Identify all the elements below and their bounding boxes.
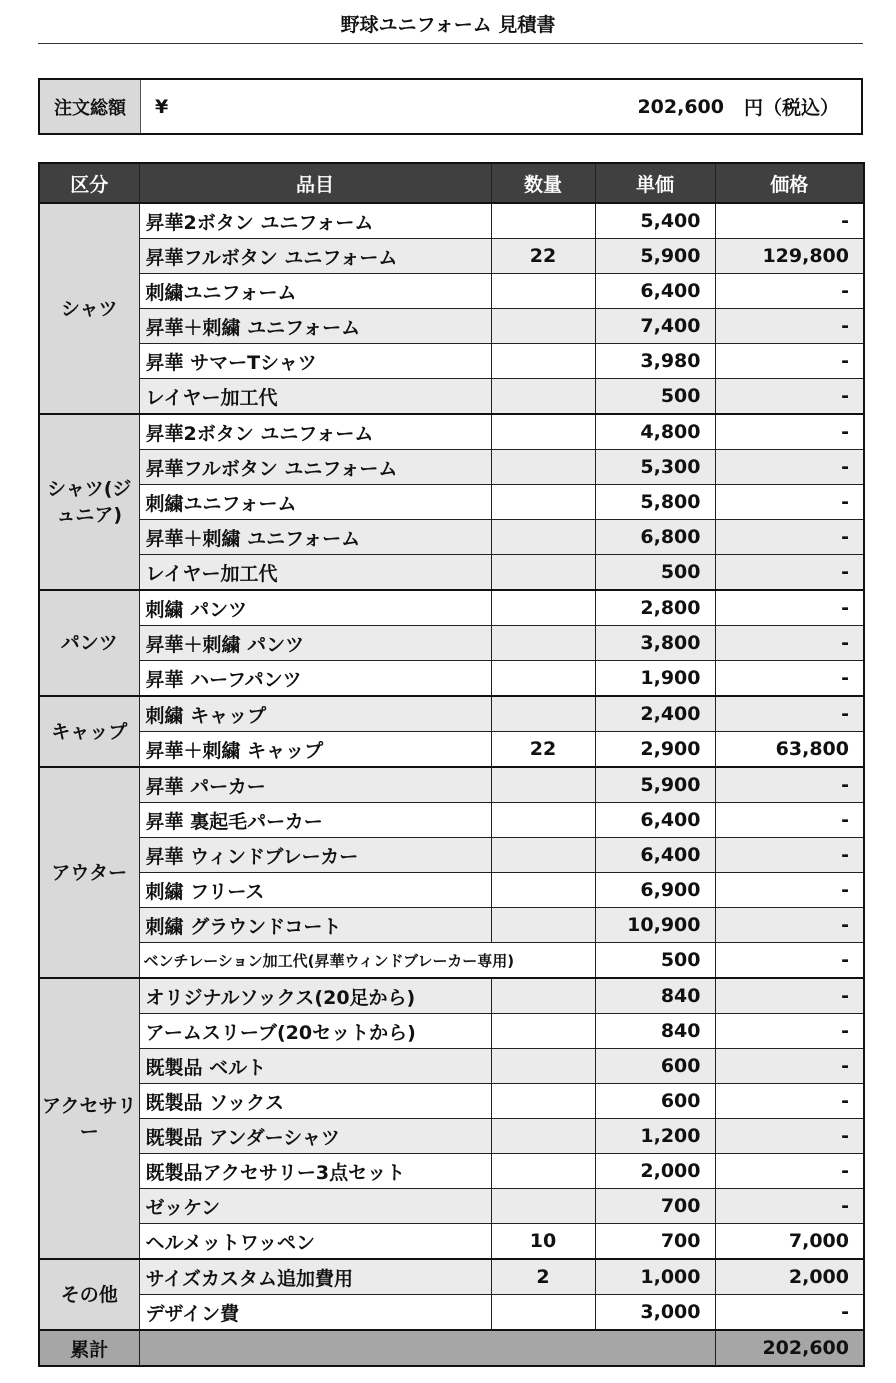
unit-price: 5,900 bbox=[595, 767, 715, 803]
header-category: 区分 bbox=[39, 163, 139, 203]
document-title: 野球ユニフォーム 見積書 bbox=[340, 14, 556, 36]
line-price: - bbox=[715, 309, 864, 344]
table-row bbox=[39, 274, 864, 309]
category-cell: アクセサリー bbox=[39, 978, 139, 1259]
line-price: - bbox=[715, 485, 864, 520]
line-price: - bbox=[715, 943, 864, 979]
unit-price: 2,900 bbox=[595, 732, 715, 768]
order-total-box bbox=[38, 78, 863, 135]
quantity bbox=[491, 1295, 595, 1331]
unit-price: 500 bbox=[595, 943, 715, 979]
line-price: - bbox=[715, 803, 864, 838]
quantity bbox=[491, 414, 595, 450]
item-name: 既製品 ベルト bbox=[139, 1049, 491, 1084]
line-price: - bbox=[715, 1049, 864, 1084]
table-row bbox=[39, 732, 864, 768]
line-price: - bbox=[715, 1154, 864, 1189]
table-row bbox=[39, 590, 864, 626]
item-name: 昇華 裏起毛パーカー bbox=[139, 803, 491, 838]
unit-price: 4,800 bbox=[595, 414, 715, 450]
item-name: 昇華 ハーフパンツ bbox=[139, 661, 491, 697]
item-name: 昇華フルボタン ユニフォーム bbox=[139, 450, 491, 485]
quantity: 2 bbox=[491, 1259, 595, 1295]
total-label: 累計 bbox=[39, 1330, 139, 1366]
line-price: - bbox=[715, 696, 864, 732]
table-row bbox=[39, 626, 864, 661]
line-price: - bbox=[715, 1119, 864, 1154]
quantity bbox=[491, 661, 595, 697]
line-price: 7,000 bbox=[715, 1224, 864, 1260]
unit-price: 700 bbox=[595, 1189, 715, 1224]
table-row bbox=[39, 379, 864, 415]
table-row bbox=[39, 344, 864, 379]
line-price: - bbox=[715, 344, 864, 379]
table-row bbox=[39, 1189, 864, 1224]
quantity bbox=[491, 873, 595, 908]
quantity bbox=[491, 803, 595, 838]
unit-price: 2,000 bbox=[595, 1154, 715, 1189]
unit-price: 7,400 bbox=[595, 309, 715, 344]
item-name: 既製品 アンダーシャツ bbox=[139, 1119, 491, 1154]
quantity bbox=[491, 309, 595, 344]
unit-price: 1,200 bbox=[595, 1119, 715, 1154]
quantity bbox=[491, 379, 595, 415]
unit-price: 1,000 bbox=[595, 1259, 715, 1295]
line-price: - bbox=[715, 908, 864, 943]
category-cell: アウター bbox=[39, 767, 139, 978]
quantity bbox=[491, 1084, 595, 1119]
line-price: 2,000 bbox=[715, 1259, 864, 1295]
total-value: 202,600 bbox=[715, 1330, 864, 1366]
item-name: 昇華 ウィンドブレーカー bbox=[139, 838, 491, 873]
quantity bbox=[491, 344, 595, 379]
item-name: 刺繍 フリース bbox=[139, 873, 491, 908]
unit-price: 6,400 bbox=[595, 274, 715, 309]
line-price: - bbox=[715, 555, 864, 591]
total-spacer bbox=[139, 1330, 715, 1366]
item-name: レイヤー加工代 bbox=[139, 379, 491, 415]
quantity bbox=[491, 908, 595, 943]
quantity bbox=[491, 696, 595, 732]
unit-price: 3,800 bbox=[595, 626, 715, 661]
line-price: - bbox=[715, 661, 864, 697]
table-row bbox=[39, 838, 864, 873]
category-cell: パンツ bbox=[39, 590, 139, 696]
unit-price: 5,300 bbox=[595, 450, 715, 485]
quantity bbox=[491, 590, 595, 626]
quantity bbox=[491, 274, 595, 309]
unit-price: 5,800 bbox=[595, 485, 715, 520]
unit-price: 2,800 bbox=[595, 590, 715, 626]
unit-price: 3,980 bbox=[595, 344, 715, 379]
line-price: 63,800 bbox=[715, 732, 864, 768]
unit-price: 5,400 bbox=[595, 203, 715, 239]
quantity bbox=[491, 203, 595, 239]
line-price: - bbox=[715, 1014, 864, 1049]
item-name: ベンチレーション加工代(昇華ウィンドブレーカー専用) bbox=[139, 943, 595, 979]
line-price: - bbox=[715, 520, 864, 555]
table-row bbox=[39, 696, 864, 732]
item-name: デザイン費 bbox=[139, 1295, 491, 1331]
item-name: 昇華＋刺繍 キャップ bbox=[139, 732, 491, 768]
unit-price: 3,000 bbox=[595, 1295, 715, 1331]
item-name: 昇華＋刺繍 ユニフォーム bbox=[139, 309, 491, 344]
estimate-table bbox=[38, 162, 865, 1367]
table-row bbox=[39, 1259, 864, 1295]
header-item: 品目 bbox=[139, 163, 491, 203]
unit-price: 840 bbox=[595, 1014, 715, 1049]
item-name: 刺繍ユニフォーム bbox=[139, 274, 491, 309]
item-name: 既製品 ソックス bbox=[139, 1084, 491, 1119]
line-price: - bbox=[715, 873, 864, 908]
item-name: アームスリーブ(20セットから) bbox=[139, 1014, 491, 1049]
item-name: ゼッケン bbox=[139, 1189, 491, 1224]
unit-price: 840 bbox=[595, 978, 715, 1014]
item-name: 刺繍 パンツ bbox=[139, 590, 491, 626]
item-name: 昇華＋刺繍 ユニフォーム bbox=[139, 520, 491, 555]
order-total-label: 注文総額 bbox=[40, 80, 141, 133]
table-row bbox=[39, 1224, 864, 1260]
order-total-unit: 円（税込） bbox=[743, 97, 839, 119]
line-price: - bbox=[715, 379, 864, 415]
quantity bbox=[491, 767, 595, 803]
line-price: - bbox=[715, 1295, 864, 1331]
category-cell: その他 bbox=[39, 1259, 139, 1330]
title-divider bbox=[38, 43, 863, 44]
table-row bbox=[39, 203, 864, 239]
header-quantity: 数量 bbox=[491, 163, 595, 203]
unit-price: 500 bbox=[595, 555, 715, 591]
line-price: - bbox=[715, 414, 864, 450]
category-cell: シャツ bbox=[39, 203, 139, 414]
header-price: 価格 bbox=[715, 163, 864, 203]
quantity bbox=[491, 626, 595, 661]
quantity bbox=[491, 520, 595, 555]
line-price: - bbox=[715, 1189, 864, 1224]
unit-price: 600 bbox=[595, 1049, 715, 1084]
quantity bbox=[491, 1049, 595, 1084]
unit-price: 6,900 bbox=[595, 873, 715, 908]
table-row bbox=[39, 1295, 864, 1331]
item-name: 昇華2ボタン ユニフォーム bbox=[139, 414, 491, 450]
item-name: 昇華 サマーTシャツ bbox=[139, 344, 491, 379]
quantity bbox=[491, 1154, 595, 1189]
item-name: 刺繍 キャップ bbox=[139, 696, 491, 732]
unit-price: 2,400 bbox=[595, 696, 715, 732]
total-row bbox=[39, 1330, 864, 1366]
table-row bbox=[39, 1154, 864, 1189]
category-cell: キャップ bbox=[39, 696, 139, 767]
table-row bbox=[39, 873, 864, 908]
line-price: - bbox=[715, 590, 864, 626]
header-unit-price: 単価 bbox=[595, 163, 715, 203]
quantity: 22 bbox=[491, 732, 595, 768]
item-name: サイズカスタム追加費用 bbox=[139, 1259, 491, 1295]
line-price: - bbox=[715, 1084, 864, 1119]
line-price: - bbox=[715, 626, 864, 661]
table-row bbox=[39, 908, 864, 943]
table-row bbox=[39, 1014, 864, 1049]
unit-price: 700 bbox=[595, 1224, 715, 1260]
unit-price: 1,900 bbox=[595, 661, 715, 697]
unit-price: 10,900 bbox=[595, 908, 715, 943]
quantity bbox=[491, 1014, 595, 1049]
unit-price: 6,400 bbox=[595, 803, 715, 838]
unit-price: 5,900 bbox=[595, 239, 715, 274]
table-row bbox=[39, 414, 864, 450]
line-price: - bbox=[715, 203, 864, 239]
item-name: 昇華2ボタン ユニフォーム bbox=[139, 203, 491, 239]
item-name: 既製品アクセサリー3点セット bbox=[139, 1154, 491, 1189]
item-name: オリジナルソックス(20足から) bbox=[139, 978, 491, 1014]
table-row bbox=[39, 555, 864, 591]
line-price: - bbox=[715, 978, 864, 1014]
category-cell: シャツ(ジュニア) bbox=[39, 414, 139, 590]
quantity bbox=[491, 838, 595, 873]
quantity bbox=[491, 1119, 595, 1154]
item-name: 昇華フルボタン ユニフォーム bbox=[139, 239, 491, 274]
unit-price: 6,400 bbox=[595, 838, 715, 873]
currency-symbol: ¥ bbox=[155, 95, 169, 118]
item-name: 昇華 パーカー bbox=[139, 767, 491, 803]
item-name: 刺繍ユニフォーム bbox=[139, 485, 491, 520]
unit-price: 600 bbox=[595, 1084, 715, 1119]
table-row bbox=[39, 1084, 864, 1119]
quantity: 10 bbox=[491, 1224, 595, 1260]
quantity bbox=[491, 1189, 595, 1224]
item-name: 昇華＋刺繍 パンツ bbox=[139, 626, 491, 661]
order-total-value bbox=[141, 80, 861, 133]
unit-price: 500 bbox=[595, 379, 715, 415]
line-price: - bbox=[715, 450, 864, 485]
quantity: 22 bbox=[491, 239, 595, 274]
table-row bbox=[39, 450, 864, 485]
line-price: - bbox=[715, 274, 864, 309]
quantity bbox=[491, 450, 595, 485]
table-row bbox=[39, 239, 864, 274]
table-header bbox=[39, 163, 864, 203]
unit-price: 6,800 bbox=[595, 520, 715, 555]
line-price: - bbox=[715, 767, 864, 803]
item-name: ヘルメットワッペン bbox=[139, 1224, 491, 1260]
item-name: レイヤー加工代 bbox=[139, 555, 491, 591]
table-row bbox=[39, 803, 864, 838]
line-price: - bbox=[715, 838, 864, 873]
quantity bbox=[491, 485, 595, 520]
table-row bbox=[39, 1049, 864, 1084]
item-name: 刺繍 グラウンドコート bbox=[139, 908, 491, 943]
order-total-amount: 202,600 bbox=[637, 95, 724, 118]
table-row bbox=[39, 309, 864, 344]
quantity bbox=[491, 555, 595, 591]
table-row bbox=[39, 661, 864, 697]
table-row bbox=[39, 485, 864, 520]
table-row bbox=[39, 520, 864, 555]
quantity bbox=[491, 978, 595, 1014]
table-row bbox=[39, 767, 864, 803]
table-row bbox=[39, 978, 864, 1014]
table-row bbox=[39, 943, 864, 979]
table-row bbox=[39, 1119, 864, 1154]
line-price: 129,800 bbox=[715, 239, 864, 274]
